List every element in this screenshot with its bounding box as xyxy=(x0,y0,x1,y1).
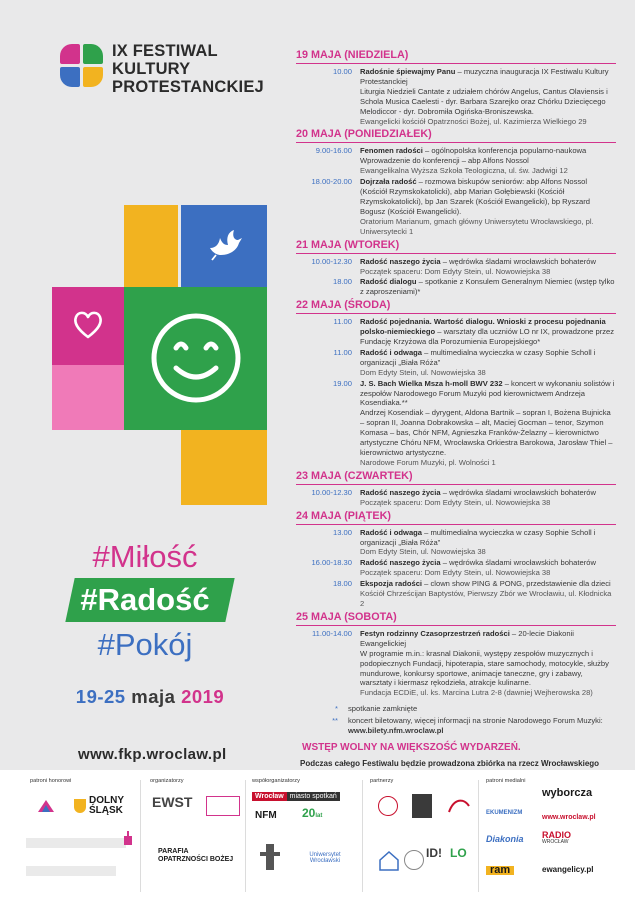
footnotes xyxy=(296,704,616,736)
partners xyxy=(370,778,393,790)
event-venue: Ewangelicki kościół Opatrzności Bożej, ul. Kazimierza Wielkiego 29 xyxy=(360,116,587,126)
id-logo xyxy=(426,846,442,860)
event-name: Radość i odwaga xyxy=(360,347,423,357)
note-2-text: koncert biletowany, więcej informacji na stronie Narodowego Forum Muzyki: xyxy=(348,716,603,726)
program-event xyxy=(296,177,616,236)
dates-month: maja xyxy=(125,686,182,707)
lo-text: LO xyxy=(450,846,467,860)
coorg-label: współorganizatorzy xyxy=(252,778,300,784)
ram-logo xyxy=(486,866,514,875)
event-time: 18.00-20.00 xyxy=(311,177,352,187)
event-venue: Dom Edyty Stein, ul. Nowowiejska 38 xyxy=(360,367,486,377)
event-time: 19.00 xyxy=(332,378,352,388)
program-day xyxy=(296,49,616,126)
note-2-mark: ** xyxy=(332,716,338,726)
nfm-logo xyxy=(255,812,277,819)
program-event xyxy=(296,348,616,378)
title-line-1: IX FESTIWAL xyxy=(112,42,218,60)
heart-icon xyxy=(72,310,104,340)
day-heading: 22 MAJA (ŚRODA) xyxy=(296,299,616,314)
tile-yellow-top xyxy=(124,205,178,288)
event-details: Wprowadzenie do konferencji – abp Alfons Nossol xyxy=(360,156,529,166)
partner-seal-2 xyxy=(404,850,424,870)
event-venue: Kościół Chrześcijan Baptystów, Pierwszy Zbór we Wrocławiu, ul. Kłodnicka 2 xyxy=(360,589,612,608)
co-organizers xyxy=(252,778,300,790)
event-venue: Ewangelikalna Wyższa Szkoła Teologiczna, ul. św. Jadwigi 12 xyxy=(360,166,568,176)
ewst-logo xyxy=(152,794,192,810)
org-label: organizatorzy xyxy=(150,778,184,784)
event-description: – ogólnopolska konferencja popularno-naukowa xyxy=(422,146,587,156)
ewangelicy-text: ewangelicy.pl xyxy=(542,865,594,874)
event-details: Andrzej Kosendiak – dyrygent, Aldona Bartnik – sopran I, Bożena Bujnicka – sopran II, Joanna Dobrakowska – alt, Maciej Gocman – tenor, Szymon Komasa – bas, Chór NFM, Agnieszka Franków-Żelazny – kierownictwo artystyczne Chóru NFM, Wrocławska Orkiestra Barokowa, Jarosław Thiel – kierownictwo artystyczne. xyxy=(360,408,613,457)
partner-logo-2 xyxy=(412,794,432,818)
event-venue: Początek spaceru: Dom Edyty Stein, ul. Nowowiejska 38 xyxy=(360,497,551,507)
program-day xyxy=(296,611,616,698)
program-event xyxy=(296,257,616,277)
event-name: Ekspozja radości xyxy=(360,579,423,589)
ekumenizm-logo xyxy=(486,810,522,817)
program-event xyxy=(296,146,616,176)
program-event xyxy=(296,67,616,126)
cross-logo-icon xyxy=(60,44,104,88)
event-venue: Początek spaceru: Dom Edyty Stein, ul. Nowowiejska 38 xyxy=(360,568,551,578)
event-name: Radość dialogu xyxy=(360,277,417,287)
wroclawpl-text: www.wroclaw.pl xyxy=(542,814,596,821)
event-name: Dojrzała radość xyxy=(360,177,417,187)
entry-body: Podczas całego Festiwalu będzie prowadzona zbiórka na rzecz Wrocławskiego xyxy=(300,759,600,768)
program-day xyxy=(296,470,616,508)
day-heading: 19 MAJA (NIEDZIELA) xyxy=(296,49,616,64)
event-name: Radość pojednania. Wartość dialogu. Wnioski z procesu pojednania polsko-niemieckiego xyxy=(360,317,606,337)
program-event xyxy=(296,379,616,468)
event-venue: Fundacja ECDiE, ul. ks. Marcina Lutra 2-8 (dawniej Wejherowska 28) xyxy=(360,688,593,698)
dolny-text: DOLNY xyxy=(89,795,124,806)
partner-swirl-icon xyxy=(446,796,472,816)
slogan-joy: #Radość xyxy=(80,582,210,617)
tickets-link[interactable]: www.bilety.nfm.wroclaw.pl xyxy=(348,726,444,736)
parafia-logo xyxy=(158,848,233,864)
wyborcza-text: wyborcza xyxy=(542,787,593,799)
day-heading: 21 MAJA (WTOREK) xyxy=(296,239,616,254)
diakonia-logo xyxy=(486,836,524,843)
event-description: – muzyczna inauguracja IX Festiwalu Kultury Protestanckiej xyxy=(360,67,609,86)
ram-text: ram xyxy=(490,864,511,876)
event-venue: Narodowe Forum Muzyki, pl. Wolności 1 xyxy=(360,457,496,467)
event-description: – wędrówka śladami wrocławskich bohaterów xyxy=(440,256,596,266)
entry-heading: WSTĘP WOLNY NA WIĘKSZOŚĆ WYDARZEŃ. xyxy=(302,742,521,753)
radio-wroclaw-logo xyxy=(542,832,571,846)
program-event xyxy=(296,579,616,609)
event-description: – multimedialna wycieczka w czasy Sophie Scholl i organizacji „Biała Róża” xyxy=(360,527,596,547)
day-heading: 23 MAJA (CZWARTEK) xyxy=(296,470,616,485)
program-day xyxy=(296,510,616,609)
patron-logo-3 xyxy=(26,838,126,848)
uni-text: Uniwersytet Wrocławski xyxy=(309,852,341,864)
dates-year: 2019 xyxy=(181,686,225,707)
event-description: – wędrówka śladami wrocławskich bohaterów xyxy=(440,487,596,497)
event-venue: Początek spaceru: Dom Edyty Stein, ul. Nowowiejska 38 xyxy=(360,266,551,276)
slogan-love: #Miłość xyxy=(92,539,198,574)
event-time: 18.00 xyxy=(332,579,352,589)
event-name: Festyn rodzinny Czasoprzestrzeń radości xyxy=(360,628,510,638)
media-patrons xyxy=(486,778,526,790)
festival-logo xyxy=(60,42,264,96)
day-heading: 25 MAJA (SOBOTA) xyxy=(296,611,616,626)
lo-logo xyxy=(450,846,467,860)
event-time: 10.00 xyxy=(332,67,352,76)
honor-label: patroni honorowi xyxy=(30,778,72,784)
event-details: W programie m.in.: krasnal Diakonii, występy zespołów muzycznych i podopiecznych Fundacji, hipoterapia, stare samochody, motocykle, służby mundurowe, konkursy sportowe, animacje taneczne, gry i zabawy, warsztaty i kiermasz rękodzieła, atrakcje kulinarne. xyxy=(360,648,609,688)
wroclaw-text: Wrocław xyxy=(252,792,287,801)
program-day xyxy=(296,128,616,236)
patron-logo-1 xyxy=(26,798,66,826)
event-venue: Dom Edyty Stein, ul. Nowowiejska 38 xyxy=(360,547,486,557)
id-text: ID! xyxy=(426,846,442,860)
program-event xyxy=(296,488,616,508)
partners-label: partnerzy xyxy=(370,778,394,784)
day-heading: 24 MAJA (PIĄTEK) xyxy=(296,510,616,525)
program-day xyxy=(296,239,616,298)
patron-logo-4 xyxy=(26,866,116,876)
organizer-logo-2 xyxy=(206,796,240,816)
event-name: Radość naszego życia xyxy=(360,558,441,568)
honor-patrons xyxy=(30,778,71,790)
event-description: – koncert w wykonaniu solistów i zespołów Narodowego Forum Muzyki pod kierownictwem Andrzeja Kosendiaka.** xyxy=(360,378,615,408)
festival-dates xyxy=(0,686,300,708)
tile-light-pink xyxy=(52,365,124,430)
title-line-3: PROTESTANCKIEJ xyxy=(112,78,264,96)
website-link[interactable]: www.fkp.wroclaw.pl xyxy=(78,746,227,763)
event-name: Radośnie śpiewajmy Panu xyxy=(360,67,456,76)
event-description: – rozmowa biskupów seniorów: abp Alfons Nossol (Kościół Rzymskokatolicki), abp Marian Gołębiewski (Kościół Rzymskokatolicki), bp Jan Szarek (Kościół Ewangelicki), bp Ryszard Bogusz (Kościół Ewangelicki). xyxy=(360,177,591,216)
program-event xyxy=(296,629,616,698)
twenty-text: 20 xyxy=(302,806,316,820)
event-name: Radość naszego życia xyxy=(360,487,441,497)
ewangelicy-logo xyxy=(542,866,593,873)
diakonia-text: Diakonia xyxy=(486,834,524,844)
co-org-logo-5 xyxy=(258,842,282,872)
event-description: – clown show PING & PONG, przedstawienie dla dzieci xyxy=(422,579,611,589)
slogan-peace: #Pokój xyxy=(97,627,193,662)
uni-logo xyxy=(300,852,350,864)
ekumenizm-text: EKUMENIZM xyxy=(486,810,523,816)
miasto-text: miasto spotkań xyxy=(287,792,340,801)
event-description: – spotkanie z Konsulem Generalnym Niemiec (wstęp tylko z zaproszeniami)* xyxy=(360,277,615,297)
dates-range: 19-25 xyxy=(75,686,126,707)
event-time: 13.00 xyxy=(332,527,352,537)
dove-icon xyxy=(206,228,244,262)
tile-yellow-bottom xyxy=(181,430,267,505)
dolny-slask-logo xyxy=(74,796,134,816)
nfm-text: NFM xyxy=(255,810,277,821)
event-name: Radość i odwaga xyxy=(360,527,423,537)
partner-house-icon xyxy=(378,850,400,872)
media-label: patroni medialni xyxy=(486,778,526,784)
event-time: 16.00-18.30 xyxy=(311,558,352,568)
event-description: – 20-lecie Diakonii Ewangelickiej xyxy=(360,628,574,648)
event-time: 10.00-12.30 xyxy=(311,256,352,266)
church-icon xyxy=(120,830,136,846)
event-name: Fenomen radości xyxy=(360,146,423,156)
event-description: – wędrówka śladami wrocławskich bohaterów xyxy=(440,558,596,568)
slask-text: ŚLĄSK xyxy=(89,805,123,816)
program-event xyxy=(296,528,616,558)
radio-sub-text: WROCŁAW xyxy=(542,839,569,845)
radio-text: RADIO xyxy=(542,830,571,840)
parafia-text: PARAFIA xyxy=(158,848,189,855)
event-name: Radość naszego życia xyxy=(360,256,441,266)
opatrznosci-text: OPATRZNOŚCI BOŻEJ xyxy=(158,856,234,863)
smiley-icon xyxy=(148,310,244,406)
day-heading: 20 MAJA (PONIEDZIAŁEK) xyxy=(296,128,616,143)
organizers xyxy=(150,778,184,790)
event-name: J. S. Bach Wielka Msza h-moll BWV 232 xyxy=(360,378,503,388)
wroclaw-logo xyxy=(252,792,340,801)
title-line-2: KULTURY xyxy=(112,60,191,78)
event-time: 18.00 xyxy=(332,277,352,287)
note-1-text: spotkanie zamknięte xyxy=(348,704,418,714)
twenty-sub-text: lat xyxy=(315,813,323,819)
program-event xyxy=(296,558,616,578)
event-details: Liturgia Niedzieli Cantate z udziałem chórów Angelus, Cantus Olaviensis i Schola Musica Caelesti - dyr. Barbara Szarejko oraz Chórku Dziecięcego Melodiccor - dyr. Dobromiła Ogińska-Broniszewska. xyxy=(360,86,608,116)
event-time: 11.00-14.00 xyxy=(312,628,352,638)
program-day xyxy=(296,299,616,468)
event-description: – warsztaty dla uczniów LO nr IX, prowadzone przez Fundację Krzyżowa dla Porozumienia Europejskiego* xyxy=(360,327,615,347)
sponsors-footer xyxy=(0,770,635,900)
note-1-mark: * xyxy=(335,704,338,714)
program-event xyxy=(296,317,616,347)
event-venue: Oratorium Marianum, gmach główny Uniwersytetu Wrocławskiego, pl. Uniwersytecki 1 xyxy=(360,216,594,236)
event-time: 10.00-12.30 xyxy=(311,487,352,497)
festival-title xyxy=(112,42,264,96)
twenty-years-logo xyxy=(302,806,323,820)
wroclawpl-logo xyxy=(542,814,596,821)
partner-seal-1 xyxy=(378,796,398,816)
ewst-text: EWST xyxy=(152,794,193,810)
program-event xyxy=(296,277,616,297)
event-time: 11.00 xyxy=(333,317,352,327)
wyborcza-logo xyxy=(542,787,593,799)
event-time: 11.00 xyxy=(333,347,352,357)
program xyxy=(296,49,616,738)
event-description: – multimedialna wycieczka w czasy Sophie Scholl i organizacji „Biała Róża” xyxy=(360,347,596,367)
event-time: 9.00-16.00 xyxy=(315,146,352,156)
